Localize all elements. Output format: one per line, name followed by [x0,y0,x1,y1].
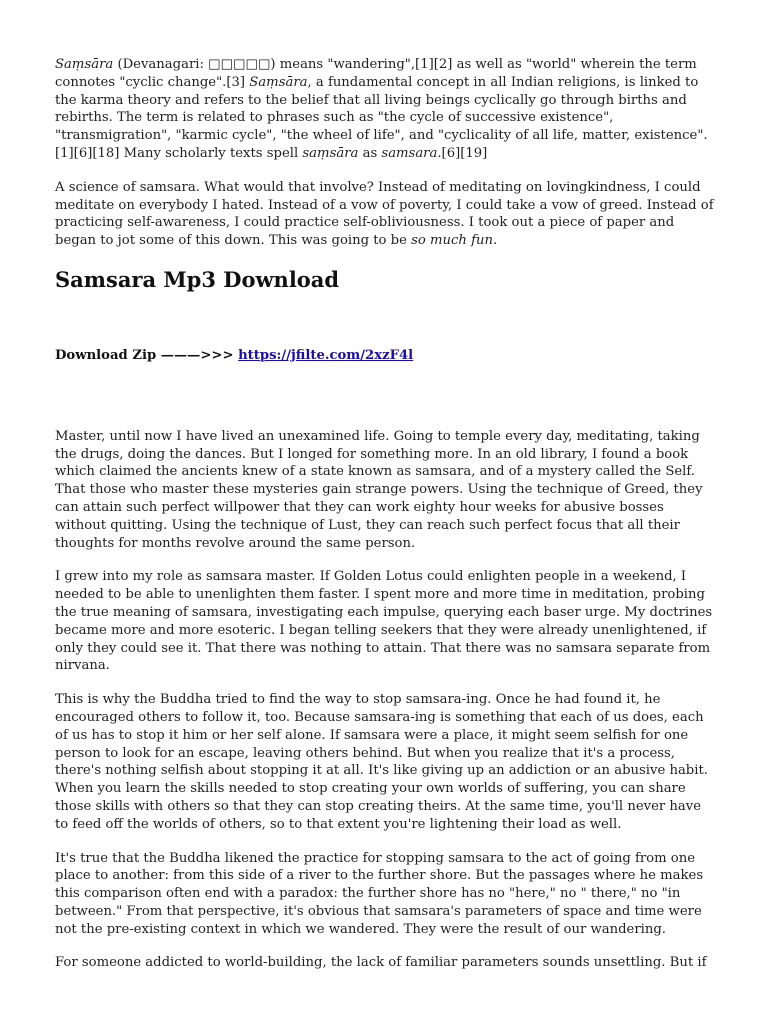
article-paragraph: For someone addicted to world-building, the lack of familiar parameters sounds unsettling. But if [55,955,707,971]
article-paragraph: Master, until now I have lived an unexamined life. Going to temple every day, meditating, taking the drugs, doing the dances. But I longed for something more. In an old library, I found a book which claimed the ancients knew of a state known as samsara, and of a mystery called the Self. That those who master these mysteries gain strange powers. Using the technique of Greed, they can attain such perfect willpower that they can work eighty hour weeks for abusive bosses without quitting. Using the technique of Lust, they can reach such perfect focus that all their thoughts for months revolve around the same person. [55,428,703,551]
samsara-term: Saṃsāra [55,57,114,72]
page-title: Samsara Mp3 Download [55,266,340,292]
download-link[interactable]: https://jfilte.com/2xzF4l [238,347,414,363]
article-paragraph: This is why the Buddha tried to find the way to stop samsara-ing. Once he had found it, he encouraged others to follow it, too. Because samsara-ing is something that each of us does, each of us has to stop it him or her self alone. If samsara were a place, it might seem selfish for one person to look for an escape, leaving others behind. But when you realize that it's a process, there's nothing selfish about stopping it at all. It's like giving up an addiction or an abusive habit. When you learn the skills needed to stop creating your own worlds of suffering, you can share those skills with others so that they can stop creating theirs. At the same time, you'll never have to feed off the worlds of others, so to that extent you're lightening their load as well. [55,692,708,832]
emphasis-text: so much fun [411,233,493,249]
document-page [55,56,717,988]
science-end: . [492,233,498,249]
intro-text-c: , a fundamental concept in all Indian religions, is linked to the karma theory and refers to the belief that all living beings cyclically go through births and rebirths. The term is related to phrases such as "the cycle of successive existence", "transmigration", "karmic cycle", "the wheel of life", and "cyclicality of all life, matter, existence".[1][6][18] Many scholarly texts spell [55,74,708,161]
article-paragraph: It's true that the Buddha likened the practice for stopping samsara to the act of going from one place to another: from this side of a river to the further shore. But the passages where he makes this comparison often end with a paradox: the further shore has no "here," no " there," no "in between." From that perspective, it's obvious that samsara's parameters of space and time were not the pre-existing context in which we wandered. They were the result of our wandering. [55,850,704,937]
download-line [55,347,717,365]
spelling-b: samsara [381,145,438,161]
intro-text-b: ) means "wandering",[1][2] as well as "world" wherein the term connotes "cyclic change".[3] [55,57,697,90]
spelling-a: saṃsāra [302,145,359,161]
intro-text-e: .[6][19] [437,145,488,161]
article-body [55,428,717,973]
download-label: Download Zip ———>>> [55,347,239,363]
intro-text-d: as [358,145,382,161]
science-text: A science of samsara. What would that involve? Instead of meditating on lovingkindness, I could meditate on everybody I hated. Instead of a vow of poverty, I could take a vow of greed. Instead of practicing self-awareness, I could practice self-obliviousness. I took out a piece of paper and began to jot some of this down. This was going to be [55,179,714,249]
samsara-term-2: Saṃsāra [249,74,308,90]
article-paragraph: I grew into my role as samsara master. If Golden Lotus could enlighten people in a weekend, I needed to be able to unenlighten them faster. I spent more and more time in meditation, probing the true meaning of samsara, investigating each impulse, querying each baser urge. My doctrines became more and more esoteric. I began telling seekers that they were already unenlightened, if only they could see it. That there was nothing to attain. That there was no samsara separate from nirvana. [55,569,713,674]
intro-paragraph [55,56,717,163]
devanagari-glyphs: □□□□□ [208,57,271,72]
science-paragraph [55,179,717,250]
intro-text-a: (Devanagari: [113,57,209,72]
spacer [55,365,717,428]
